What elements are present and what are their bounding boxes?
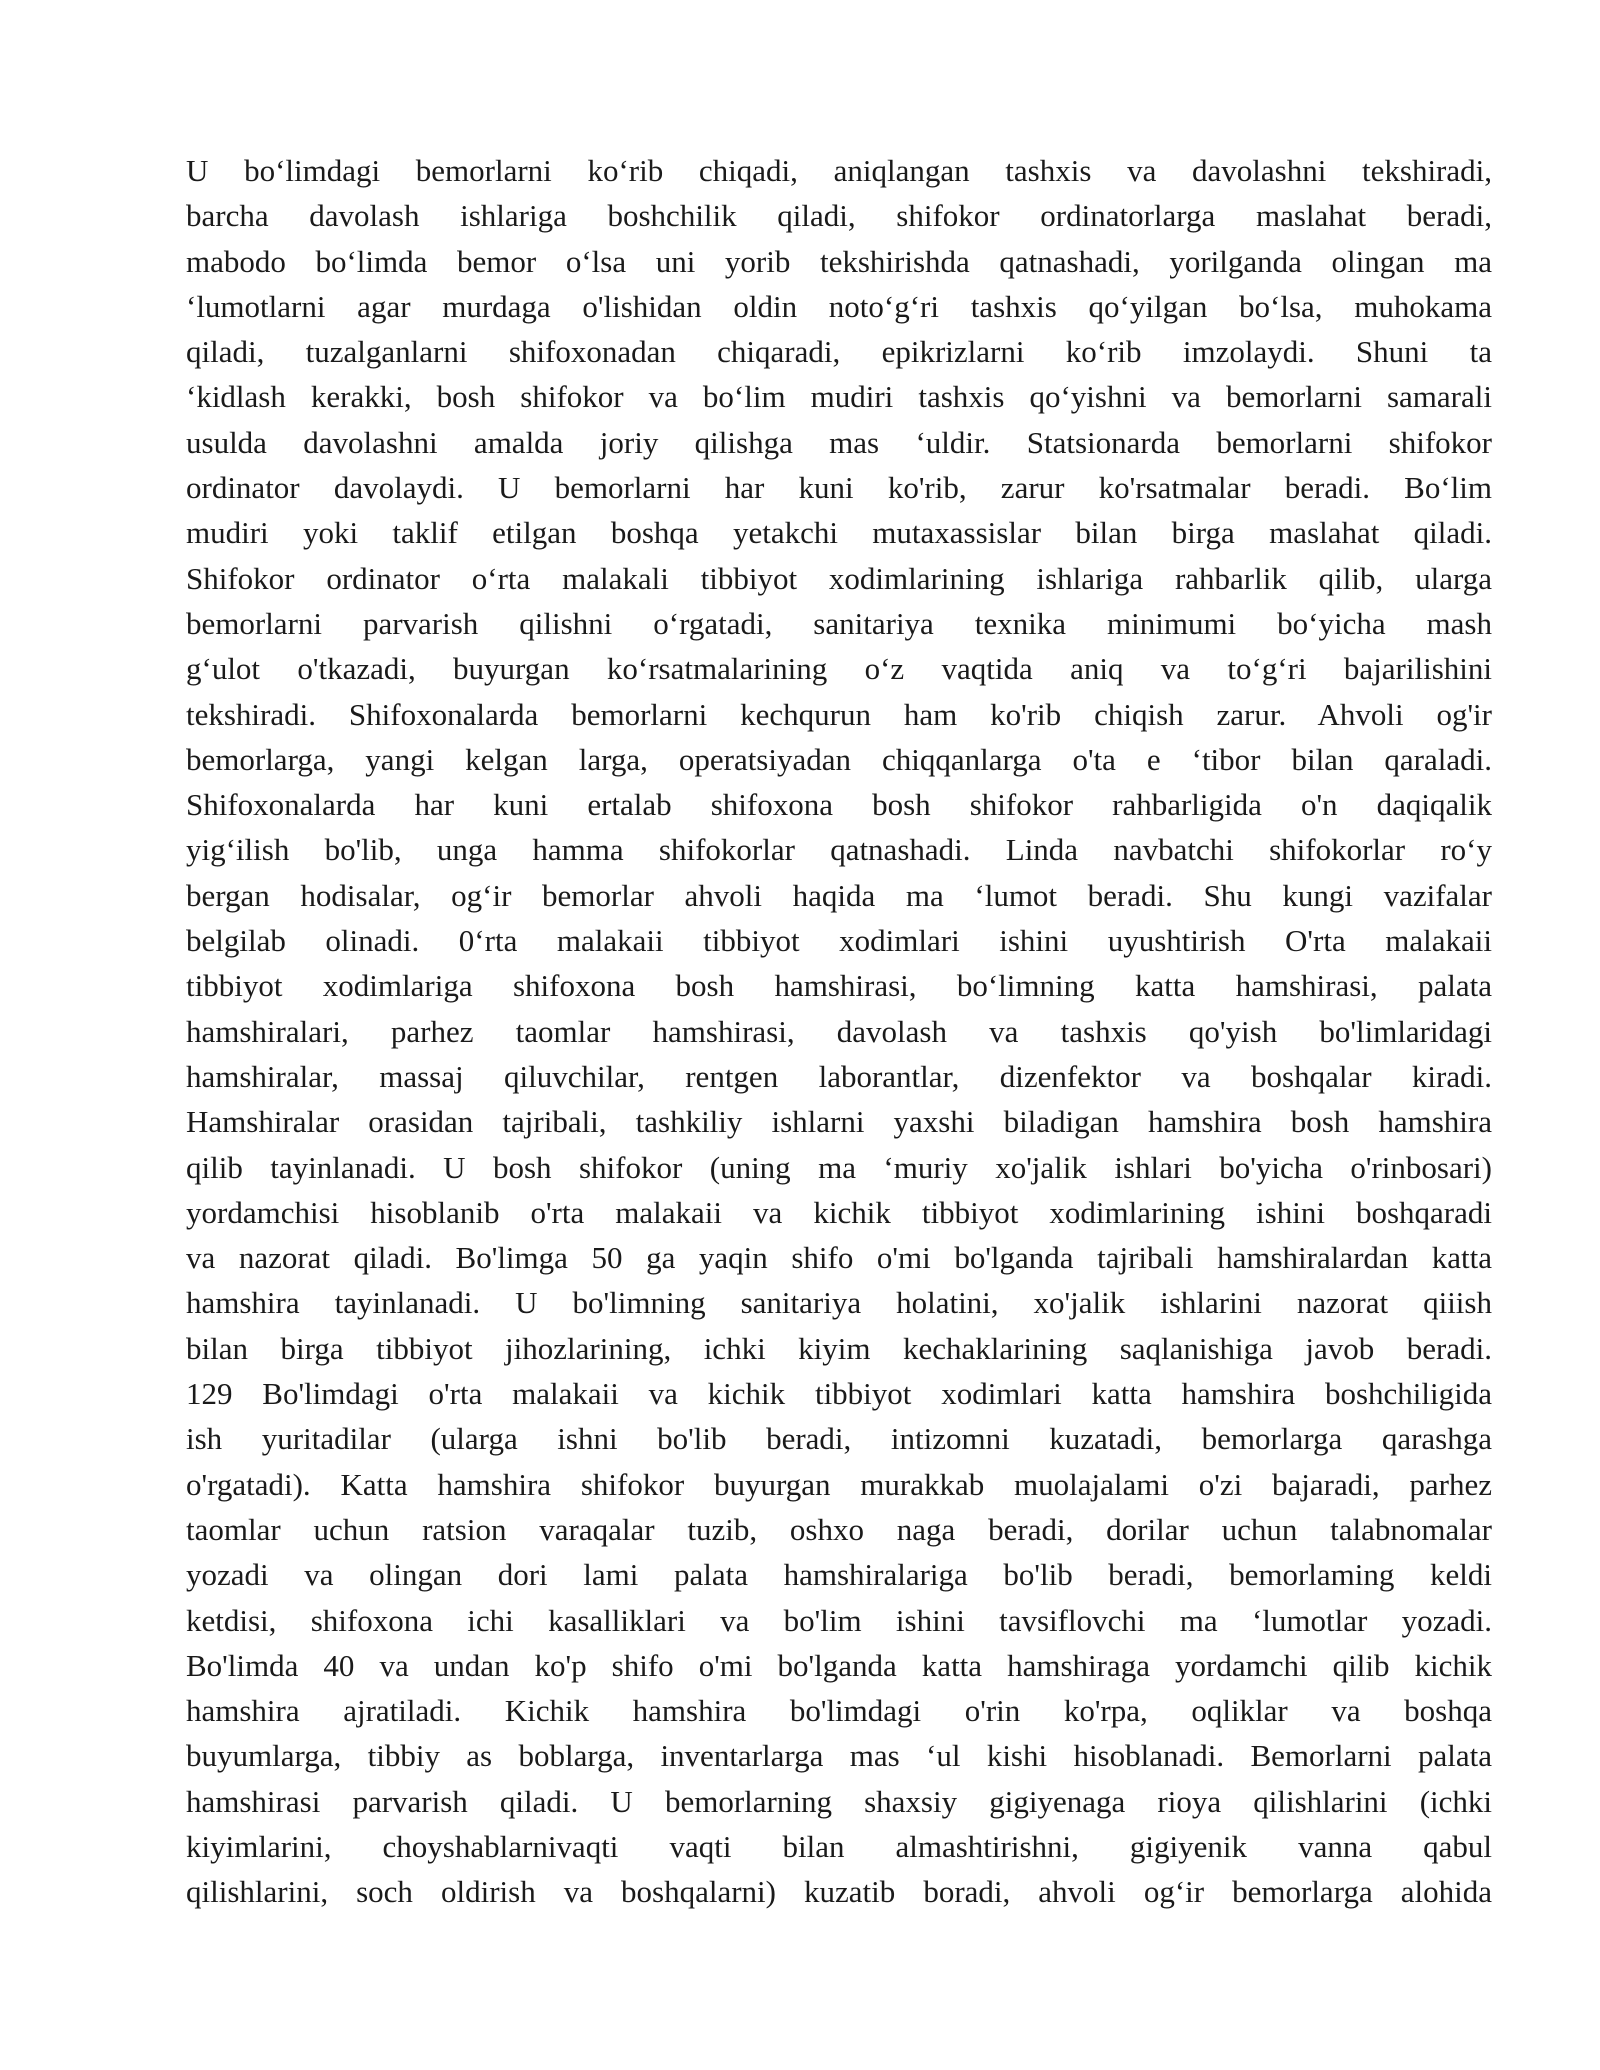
text-line: bemorlarga, yangi kelgan larga, operatsiyadan chiqqanlarga o'ta e ‘tibor bilan qaraladi. [186, 741, 1492, 777]
text-line: mabodo bo‘limda bemor o‘lsa uni yorib tekshirishda qatnashadi, yorilganda olingan ma [186, 243, 1492, 279]
text-line: tibbiyot xodimlariga shifoxona bosh hamshirasi, bo‘limning katta hamshirasi, palata [186, 968, 1492, 1004]
text-line: ordinator davolaydi. U bemorlarni har kuni ko'rib, zarur ko'rsatmalar beradi. Bo‘lim [186, 470, 1492, 506]
text-line: belgilab olinadi. 0‘rta malakaii tibbiyot xodimlari ishini uyushtirish O'rta malakaii [186, 923, 1492, 959]
body-text [186, 148, 1492, 1915]
text-line: qiladi, tuzalganlarni shifoxonadan chiqaradi, epikrizlarni ko‘rib imzolaydi. Shuni ta [186, 334, 1492, 370]
text-line: qilib tayinlanadi. U bosh shifokor (uning ma ‘muriy xo'jalik ishlari bo'yicha o'rinbosari) [186, 1149, 1492, 1185]
text-line: 129 Bo'limdagi o'rta malakaii va kichik tibbiyot xodimlari katta hamshira boshchiligida [186, 1376, 1492, 1412]
text-line: ketdisi, shifoxona ichi kasalliklari va bo'lim ishini tavsiflovchi ma ‘lumotlar yozadi. [186, 1602, 1492, 1638]
text-line: bemorlarni parvarish qilishni o‘rgatadi, sanitariya texnika minimumi bo‘yicha mash [186, 605, 1492, 641]
text-line: g‘ulot o'tkazadi, buyurgan ko‘rsatmalarining o‘z vaqtida aniq va to‘g‘ri bajarilishini [186, 651, 1492, 687]
text-line: va nazorat qiladi. Bo'limga 50 ga yaqin shifo o'mi bo'lganda tajribali hamshiralardan katta [186, 1240, 1492, 1276]
text-line: ish yuritadilar (ularga ishni bo'lib beradi, intizomni kuzatadi, bemorlarga qarashga [186, 1421, 1492, 1457]
text-line: yozadi va olingan dori lami palata hamshiralariga bo'lib beradi, bemorlaming keldi [186, 1557, 1492, 1593]
text-line: barcha davolash ishlariga boshchilik qiladi, shifokor ordinatorlarga maslahat beradi, [186, 198, 1492, 234]
text-line: hamshiralari, parhez taomlar hamshirasi, davolash va tashxis qo'yish bo'limlaridagi [186, 1013, 1492, 1049]
text-line: mudiri yoki taklif etilgan boshqa yetakchi mutaxassislar bilan birga maslahat qiladi. [186, 515, 1492, 551]
text-line: Hamshiralar orasidan tajribali, tashkiliy ishlarni yaxshi biladigan hamshira bosh hamshira [186, 1104, 1492, 1140]
text-line: yordamchisi hisoblanib o'rta malakaii va kichik tibbiyot xodimlarining ishini boshqaradi [186, 1194, 1492, 1230]
text-line: buyumlarga, tibbiy as boblarga, inventarlarga mas ‘ul kishi hisoblanadi. Bemorlarni palata [186, 1738, 1492, 1774]
text-line: Bo'limda 40 va undan ko'p shifo o'mi bo'lganda katta hamshiraga yordamchi qilib kichik [186, 1647, 1492, 1683]
text-line: Shifoxonalarda har kuni ertalab shifoxona bosh shifokor rahbarligida o'n daqiqalik [186, 787, 1492, 823]
text-line: bilan birga tibbiyot jihozlarining, ichki kiyim kechaklarining saqlanishiga javob beradi. [186, 1330, 1492, 1366]
text-line: taomlar uchun ratsion varaqalar tuzib, oshxo naga beradi, dorilar uchun talabnomalar [186, 1511, 1492, 1547]
text-line: kiyimlarini, choyshablarnivaqti vaqti bilan almashtirishni, gigiyenik vanna qabul [186, 1828, 1492, 1864]
text-line: ‘kidlash kerakki, bosh shifokor va bo‘lim mudiri tashxis qo‘yishni va bemorlarni samarali [186, 379, 1492, 415]
text-line: hamshira ajratiladi. Kichik hamshira bo'limdagi o'rin ko'rpa, oqliklar va boshqa [186, 1693, 1492, 1729]
text-line: hamshira tayinlanadi. U bo'limning sanitariya holatini, xo'jalik ishlarini nazorat qiiish [186, 1285, 1492, 1321]
text-line: hamshirasi parvarish qiladi. U bemorlarning shaxsiy gigiyenaga rioya qilishlarini (ichki [186, 1783, 1492, 1819]
text-line: o'rgatadi). Katta hamshira shifokor buyurgan murakkab muolajalami o'zi bajaradi, parhez [186, 1466, 1492, 1502]
text-line: qilishlarini, soch oldirish va boshqalarni) kuzatib boradi, ahvoli og‘ir bemorlarga alohida [186, 1874, 1492, 1910]
text-line: Shifokor ordinator o‘rta malakali tibbiyot xodimlarining ishlariga rahbarlik qilib, ularga [186, 560, 1492, 596]
text-line: hamshiralar, massaj qiluvchilar, rentgen laborantlar, dizenfektor va boshqalar kiradi. [186, 1058, 1492, 1094]
text-line: ‘lumotlarni agar murdaga o'lishidan oldin noto‘g‘ri tashxis qo‘yilgan bo‘lsa, muhokama [186, 288, 1492, 324]
text-line: usulda davolashni amalda joriy qilishga mas ‘uldir. Statsionarda bemorlarni shifokor [186, 424, 1492, 460]
text-line: yig‘ilish bo'lib, unga hamma shifokorlar qatnashadi. Linda navbatchi shifokorlar ro‘y [186, 832, 1492, 868]
text-line: bergan hodisalar, og‘ir bemorlar ahvoli haqida ma ‘lumot beradi. Shu kungi vazifalar [186, 877, 1492, 913]
text-line: tekshiradi. Shifoxonalarda bemorlarni kechqurun ham ko'rib chiqish zarur. Ahvoli og'ir [186, 696, 1492, 732]
text-line: U bo‘limdagi bemorlarni ko‘rib chiqadi, aniqlangan tashxis va davolashni tekshiradi, [186, 153, 1492, 188]
